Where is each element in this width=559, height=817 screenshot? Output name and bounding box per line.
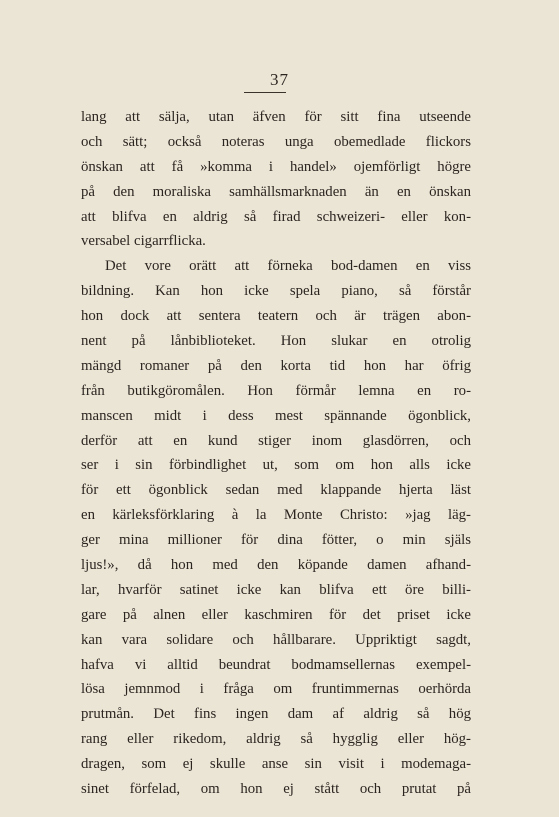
body-text (81, 105, 471, 802)
text-line: lösa jemnmod i fråga om fruntimmernas oerhörda (81, 681, 471, 698)
text-line: en kärleksförklaring à la Monte Christo: »jag läg- (81, 507, 471, 524)
text-line: prutmån. Det fins ingen dam af aldrig så hög (81, 706, 471, 723)
text-line: hafva vi alltid beundrat bodmamsellernas exempel- (81, 656, 471, 673)
text-line: Det vore orätt att förneka bod-damen en viss (105, 258, 471, 275)
text-line: kan vara solidare och hållbarare. Uppriktigt sagdt, (81, 631, 471, 648)
text-line: för ett ögonblick sedan med klappande hjerta läst (81, 482, 471, 499)
page-number: 37 (270, 70, 289, 89)
text-line: och sätt; också noteras unga obemedlade flickors (81, 133, 471, 150)
text-line: rang eller rikedom, aldrig så hygglig eller hög- (81, 731, 471, 748)
text-line: derför att en kund stiger inom glasdörren, och (81, 432, 471, 449)
text-line: från butikgöromålen. Hon förmår lemna en ro- (81, 382, 471, 399)
text-line: versabel cigarrflicka. (81, 233, 206, 250)
page-number-rule (244, 92, 286, 93)
text-line: ljus!», då hon med den köpande damen afhand- (81, 557, 471, 574)
text-line: ser i sin förbindlighet ut, som om hon alls icke (81, 457, 471, 474)
text-line: bildning. Kan hon icke spela piano, så förstår (81, 283, 471, 300)
text-line: lang att sälja, utan äfven för sitt fina utseende (81, 109, 471, 125)
text-line: nent på lånbiblioteket. Hon slukar en otrolig (81, 333, 471, 350)
text-line: gare på alnen eller kaschmiren för det priset icke (81, 606, 471, 623)
text-line: mängd romaner på den korta tid hon har öfrig (81, 357, 471, 374)
text-line: att blifva en aldrig så firad schweizeri- eller kon- (81, 208, 471, 225)
text-line: sinet förfelad, om hon ej stått och prutat på (81, 781, 471, 798)
text-line: hon dock att sentera teatern och är trägen abon- (81, 308, 471, 325)
text-line: ger mina millioner för dina fötter, o min själs (81, 532, 471, 549)
text-line: manscen midt i dess mest spännande ögonblick, (81, 407, 471, 424)
text-line: dragen, som ej skulle anse sin visit i modemaga- (81, 756, 471, 773)
text-line: lar, hvarför satinet icke kan blifva ett öre billi- (81, 581, 471, 598)
text-line: på den moraliska samhällsmarknaden än en önskan (81, 183, 471, 200)
text-line: önskan att få »komma i handel» ojemförligt högre (81, 158, 471, 175)
